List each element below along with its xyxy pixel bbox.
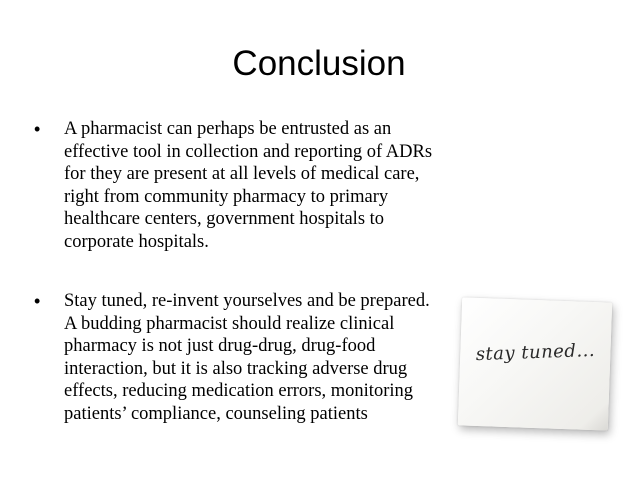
note-curl: [574, 403, 609, 430]
bullet-icon: •: [34, 119, 41, 139]
bullet-item: [34, 290, 474, 426]
bullet-icon: •: [34, 291, 41, 311]
bullet-item: [34, 118, 474, 254]
bullet-text: A pharmacist can perhaps be entrusted as an effective tool in collection and reporting of ADRs for they are present at all levels of medical care, right from community pharmacy to primary healthcare centers, government hospitals to corporate hospitals.: [64, 119, 433, 252]
stay-tuned-note-image: [454, 294, 620, 440]
note-handwriting: stay tuned...: [475, 339, 596, 366]
sticky-note: [458, 297, 612, 430]
slide-title: Conclusion: [232, 44, 406, 83]
bullet-text: Stay tuned, re-invent yourselves and be prepared. A budding pharmacist should realize clinical pharmacy is not just drug-drug, drug-food interaction, but it is also tracking adverse drug effects, reducing medication errors, monitoring patients’ compliance, counseling patients: [64, 291, 430, 424]
